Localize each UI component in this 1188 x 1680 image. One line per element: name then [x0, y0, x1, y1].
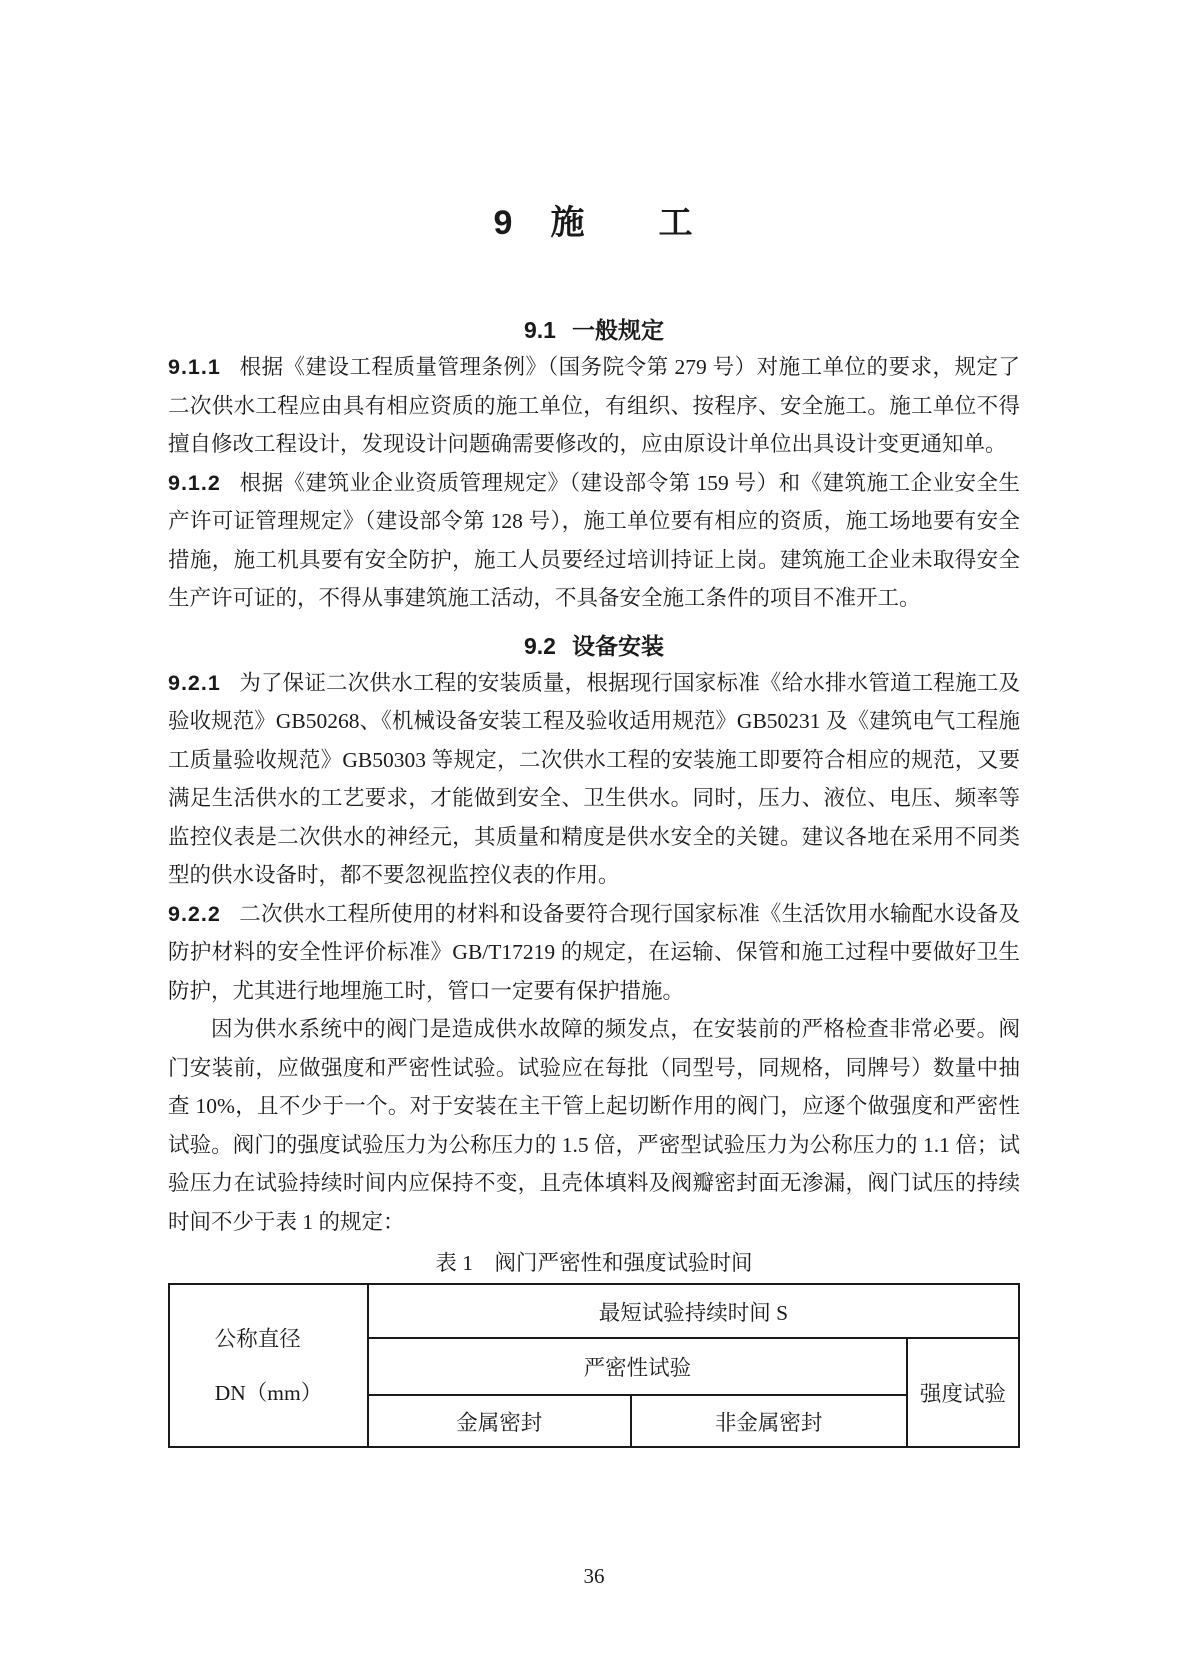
clause-9-2-2 [168, 895, 1020, 1011]
dn-line1: 公称直径 [214, 1326, 301, 1351]
clause-label: 9.2.1 [168, 670, 221, 695]
header-cell-strength: 强度试验 [907, 1338, 1019, 1447]
section-title: 设备安装 [572, 632, 665, 659]
clause-text: 因为供水系统中的阀门是造成供水故障的频发点，在安装前的严格检查非常必要。阀门安装前，应做强度和严密性试验。试验应在每批（同型号，同规格，同牌号）数量中抽查 10%，且不少于一个。对于安装在主干管上起切断作用的阀门，应逐个做强度和严密性试验。阀门的强度试验压力为公称压力的 1.5 倍，严密型试验压力为公称压力的 1.1 倍；试验压力在试验持续时间内应保持不变，且壳体填料及阀瓣密封面无渗漏，阀门试压的持续时间不少于表 1 的规定： [168, 1017, 1020, 1234]
chapter-title: 9 施 工 [493, 204, 695, 242]
valve-test-table [168, 1283, 1020, 1448]
header-cell-duration: 最短试验持续时间 S [368, 1284, 1019, 1338]
valve-test-paragraph [168, 1010, 1020, 1241]
clause-text: 二次供水工程所使用的材料和设备要符合现行国家标准《生活饮用水输配水设备及防护材料的安全性评价标准》GB/T17219 的规定，在运输、保管和施工过程中要做好卫生防护，尤其进行地埋施工时，管口一定要有保护措施。 [168, 901, 1020, 1003]
section-number: 9.2 [523, 632, 556, 659]
clause-text: 为了保证二次供水工程的安装质量，根据现行国家标准《给水排水管道工程施工及验收规范》GB50268、《机械设备安装工程及验收适用规范》GB50231 及《建筑电气工程施工质量验收规范》GB50303 等规定，二次供水工程的安装施工即要符合相应的规范，又要满足生活供水的工艺要求，才能做到安全、卫生供水。同时，压力、液位、电压、频率等监控仪表是二次供水的神经元，其质量和精度是供水安全的关键。建议各地在采用不同类型的供水设备时，都不要忽视监控仪表的作用。 [168, 670, 1020, 887]
section-heading-9-2 [168, 630, 1020, 662]
header-cell-metal-seal: 金属密封 [368, 1395, 631, 1447]
section-title: 一般规定 [572, 317, 665, 343]
dn-label [215, 1312, 323, 1420]
page-number: 36 [583, 1564, 605, 1588]
table-caption: 表 1 阀门严密性和强度试验时间 [435, 1251, 753, 1275]
page-content [168, 202, 1020, 1448]
section-number: 9.1 [523, 317, 556, 343]
clause-9-2-1 [168, 664, 1020, 895]
clause-label: 9.2.2 [168, 901, 221, 926]
clause-label: 9.1.2 [168, 470, 221, 495]
header-cell-tightness: 严密性试验 [368, 1338, 907, 1395]
clause-text: 根据《建设工程质量管理条例》（国务院令第 279 号）对施工单位的要求，规定了二次供水工程应由具有相应资质的施工单位，有组织、按程序、安全施工。施工单位不得擅自修改工程设计，发现设计问题确需要修改的，应由原设计单位出具设计变更通知单。 [168, 355, 1020, 456]
clause-text: 根据《建筑业企业资质管理规定》（建设部令第 159 号）和《建筑施工企业安全生产许可证管理规定》（建设部令第 128 号），施工单位要有相应的资质，施工场地要有安全措施，施工机具要有安全防护，施工人员要经过培训持证上岗。建筑施工企业未取得安全生产许可证的，不得从事建筑施工活动，不具备安全施工条件的项目不准开工。 [168, 470, 1020, 610]
section-heading-9-1 [168, 314, 1020, 346]
header-cell-dn [169, 1284, 368, 1447]
clause-label: 9.1.1 [168, 355, 221, 379]
dn-line2: DN（mm） [214, 1380, 323, 1405]
clause-9-1-1 [168, 348, 1020, 464]
clause-9-1-2 [168, 464, 1020, 618]
table-row [169, 1284, 1019, 1338]
header-cell-nonmetal-seal: 非金属密封 [631, 1395, 907, 1447]
